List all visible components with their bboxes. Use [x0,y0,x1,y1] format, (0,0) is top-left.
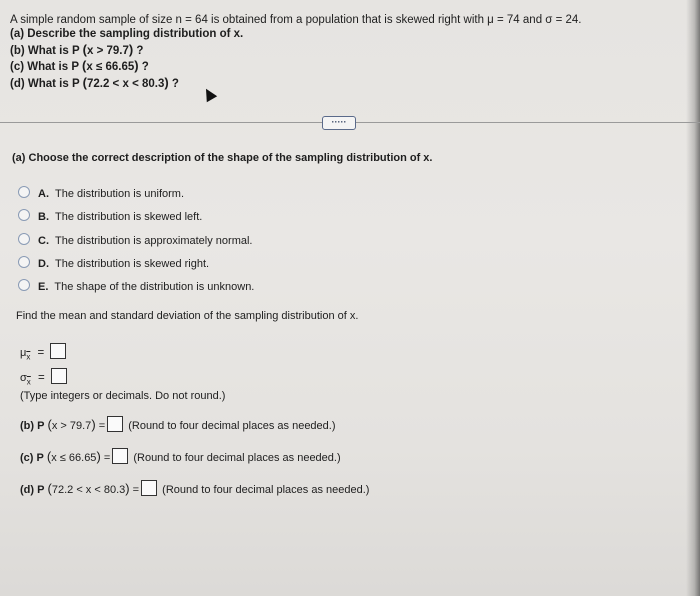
b-answer-box[interactable] [107,416,123,432]
part-d-qmark: ? [171,78,179,90]
option-a[interactable]: A. The distribution is uniform. [18,186,184,201]
answer-b-row: (b) P (x > 79.7) = (Round to four decimal places as needed.) [20,417,336,432]
sd-row: $\sigma_{\overline{x}}$ = [20,368,69,389]
part-d-expr: 72.2 < x < 80.3 [86,78,165,90]
problem-part-c: (c) What is P (x ≤ 66.65) ? [10,58,149,73]
mu-symbol: μ [20,347,27,359]
question-a-text: (a) Choose the correct description of the shape of the sampling distribution of x. [12,152,433,164]
option-c[interactable]: C. The distribution is approximately normal. [18,233,252,248]
answer-d-row: (d) P (72.2 < x < 80.3) = (Round to four decimal places as needed.) [20,481,370,496]
problem-intro: A simple random sample of size n = 64 is obtained from a population that is skewed right with μ = 74 and σ = 24. [10,14,582,26]
c-answer-box[interactable] [112,448,128,464]
problem-part-d: (d) What is P (72.2 < x < 80.3) ? [10,75,179,90]
part-b-qmark: ? [136,45,144,57]
option-b[interactable]: B. The distribution is skewed left. [18,209,202,224]
radio-icon[interactable] [18,256,30,268]
type-note: (Type integers or decimals. Do not round.) [20,390,226,402]
part-c-qmark: ? [141,61,149,73]
expand-more-button[interactable]: ····· [322,116,356,130]
part-b-prefix: (b) What is P [10,45,80,57]
sd-answer-box[interactable] [51,368,67,384]
radio-icon[interactable] [18,186,30,198]
radio-icon[interactable] [18,209,30,221]
answer-c-row: (c) P (x ≤ 66.65) = (Round to four decimal places as needed.) [20,449,341,464]
part-d-prefix: (d) What is P [10,78,80,90]
part-c-expr: x ≤ 66.65 [86,61,135,73]
option-d[interactable]: D. The distribution is skewed right. [18,256,209,271]
mean-answer-box[interactable] [50,343,66,359]
option-e[interactable]: E. The shape of the distribution is unknown. [18,279,254,294]
sigma-symbol: σ [20,372,27,384]
mean-sd-prompt: Find the mean and standard deviation of the sampling distribution of x. [16,310,359,322]
problem-part-a: (a) Describe the sampling distribution of x. [10,28,244,40]
part-b-expr: x > 79.7 [86,45,129,57]
problem-part-b: (b) What is P (x > 79.7) ? [10,42,144,57]
part-c-prefix: (c) What is P [10,61,79,73]
mouse-cursor-icon [201,86,217,102]
mean-row: $\mu_{\overline{x}}$ = [20,343,68,364]
screen-edge-shadow [686,0,700,596]
radio-icon[interactable] [18,233,30,245]
d-answer-box[interactable] [141,480,157,496]
radio-icon[interactable] [18,279,30,291]
